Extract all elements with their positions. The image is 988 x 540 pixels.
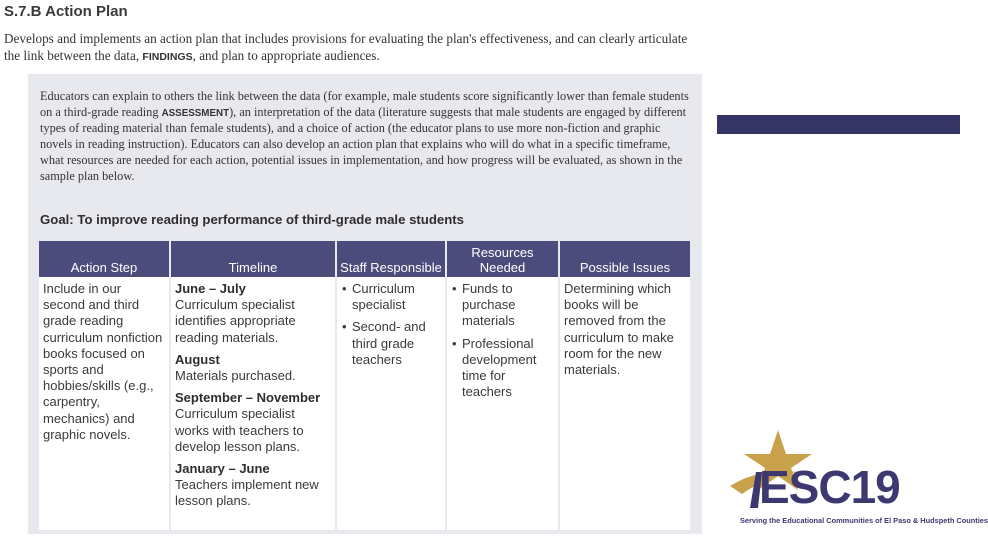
table-header-row <box>39 241 690 277</box>
cell-timeline <box>170 277 336 530</box>
timeline-entry <box>175 281 331 346</box>
panel-text-after: ), an interpretation of the data (literature suggests that male students are engaged by different types of reading material than female students), and a choice of action (the educator plans to use more non-fiction and graphic novels in reading instruction). Educators can also develop an action plan that explains who will do what in a specific timeframe, what resources are needed for each action, potential issues in implementation, and how progress will be evaluated, as shown in the sample plan below. <box>40 104 687 183</box>
header-possible-issues: Possible Issues <box>559 241 690 277</box>
intro-text-after: , and plan to appropriate audiences. <box>192 48 380 63</box>
logo-number-text: 19 <box>850 461 900 513</box>
timeline-heading: August <box>175 351 220 367</box>
page-title: S.7.B Action Plan <box>4 3 128 20</box>
logo-esc-text: ESC <box>759 461 851 513</box>
panel-highlight: ASSESSMENT <box>161 107 230 119</box>
logo-tagline: Serving the Educational Communities of El Paso & Hudspeth Counties <box>740 516 988 525</box>
resources-list <box>451 281 554 400</box>
table-row <box>39 277 690 530</box>
cell-action-step: Include in our second and third grade reading curriculum nonfiction books focused on sports and hobbies/skills (e.g., carpentry, mechanics) and graphic novels. <box>39 277 170 530</box>
intro-paragraph <box>4 30 694 66</box>
content-panel <box>28 74 702 534</box>
timeline-entry <box>175 390 331 455</box>
timeline-heading: September – November <box>175 390 321 406</box>
panel-paragraph <box>40 89 692 184</box>
cell-resources-needed <box>446 277 559 530</box>
timeline-text: Teachers implement new lesson plans. <box>175 477 319 509</box>
panel-text-before: Educators can explain to others the link between the data (for example, male students score significantly lower than female students on a third-grade reading <box>40 89 689 119</box>
cell-possible-issues: Determining which books will be removed from the curriculum to make room for the new materials. <box>559 277 690 530</box>
timeline-text: Curriculum specialist works with teachers to develop lesson plans. <box>175 406 304 454</box>
logo-wordmark <box>759 463 900 511</box>
accent-bar <box>717 115 960 134</box>
intro-text-before: Develops and implements an action plan that includes provisions for evaluating the plan's effectiveness, and can clearly articulate the link between the data, <box>4 31 688 63</box>
action-plan-table <box>39 241 690 530</box>
staff-list <box>341 281 441 368</box>
timeline-entry <box>175 352 331 384</box>
header-action-step: Action Step <box>39 241 170 277</box>
timeline-text: Curriculum specialist identifies appropriate reading materials. <box>175 297 296 345</box>
goal-heading: Goal: To improve reading performance of third-grade male students <box>40 212 465 227</box>
header-staff-responsible: Staff Responsible <box>336 241 446 277</box>
cell-staff-responsible <box>336 277 446 530</box>
header-timeline: Timeline <box>170 241 336 277</box>
timeline-entry <box>175 461 331 510</box>
list-item: • Curriculum specialist <box>341 281 441 313</box>
list-item: • Funds to purchase materials <box>451 281 554 330</box>
timeline-text: Materials purchased. <box>175 368 296 384</box>
intro-highlight: FINDINGS <box>142 51 193 63</box>
timeline-heading: January – June <box>175 461 270 477</box>
list-item: • Second- and third grade teachers <box>341 319 441 368</box>
list-item: • Professional development time for teachers <box>451 336 554 401</box>
esc19-logo <box>728 428 988 532</box>
timeline-heading: June – July <box>175 281 246 296</box>
header-resources-needed: Resources Needed <box>446 241 559 277</box>
